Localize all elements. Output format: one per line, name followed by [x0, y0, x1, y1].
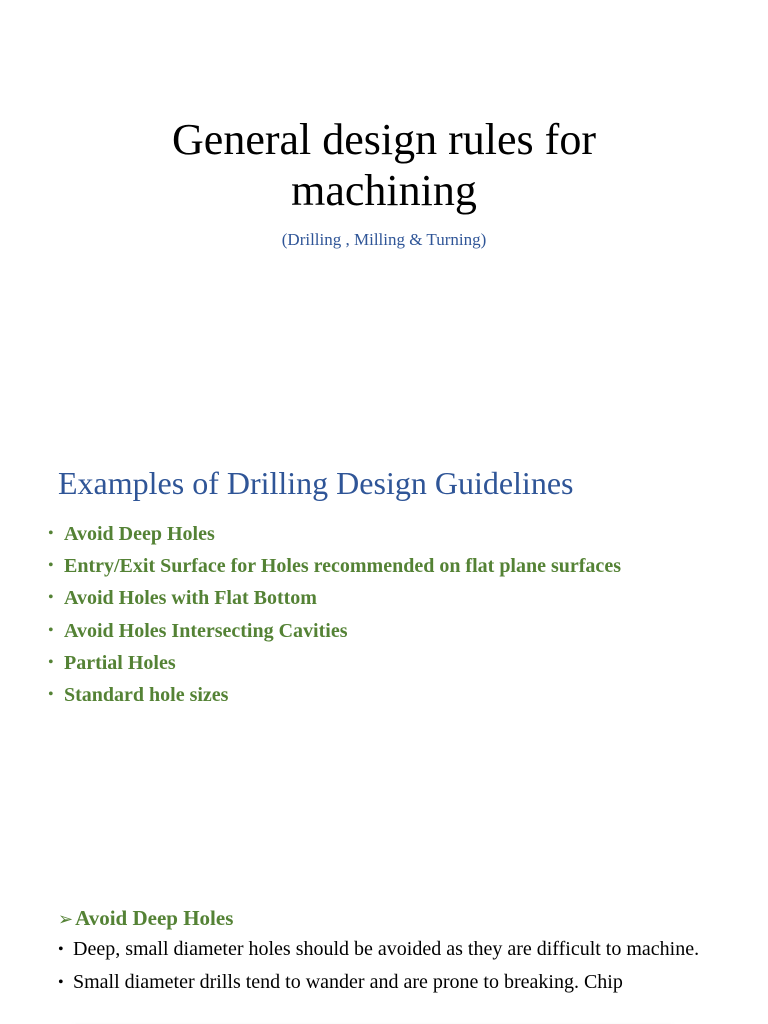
examples-slide	[0, 415, 768, 875]
bullet-icon: •	[48, 621, 54, 639]
deep-holes-slide	[0, 875, 768, 1024]
examples-heading: Examples of Drilling Design Guidelines	[58, 465, 574, 501]
body-list	[58, 937, 710, 1003]
slide-title-line-2: machining	[291, 166, 477, 215]
list-item	[48, 582, 621, 614]
list-item	[48, 679, 621, 711]
slide-title	[0, 114, 768, 216]
bullet-icon: •	[48, 653, 54, 671]
bullet-icon: •	[58, 974, 64, 991]
paragraph-text: Deep, small diameter holes should be avoided as they are difficult to machine.	[73, 938, 700, 960]
bullet-icon: •	[48, 525, 54, 542]
list-item	[58, 937, 710, 962]
slide-title-line-1: General design rules for	[172, 115, 596, 164]
list-item	[48, 518, 621, 550]
arrow-bullet-icon: ➢	[58, 909, 74, 929]
section-heading-text: Avoid Deep Holes	[75, 906, 234, 930]
list-item	[48, 615, 621, 647]
list-item	[48, 550, 621, 582]
list-item	[48, 647, 621, 679]
bullet-icon: •	[58, 941, 64, 958]
title-slide	[0, 0, 768, 415]
list-item-text: Partial Holes	[64, 651, 176, 674]
list-item-text: Avoid Holes Intersecting Cavities	[64, 619, 348, 642]
list-item	[58, 970, 710, 995]
guidelines-list	[48, 518, 621, 711]
list-item-text: Avoid Holes with Flat Bottom	[64, 587, 317, 610]
list-item-text: Avoid Deep Holes	[64, 523, 215, 545]
list-item-text: Entry/Exit Surface for Holes recommended on flat plane surfaces	[64, 555, 621, 578]
bullet-icon: •	[48, 589, 54, 607]
slide-subtitle: (Drilling , Milling & Turning)	[281, 230, 487, 249]
list-item-text: Standard hole sizes	[64, 684, 229, 707]
bullet-icon: •	[48, 557, 54, 575]
paragraph-text: Small diameter drills tend to wander and are prone to breaking. Chip	[73, 971, 623, 993]
bullet-icon: •	[48, 686, 54, 704]
section-heading	[58, 903, 233, 934]
